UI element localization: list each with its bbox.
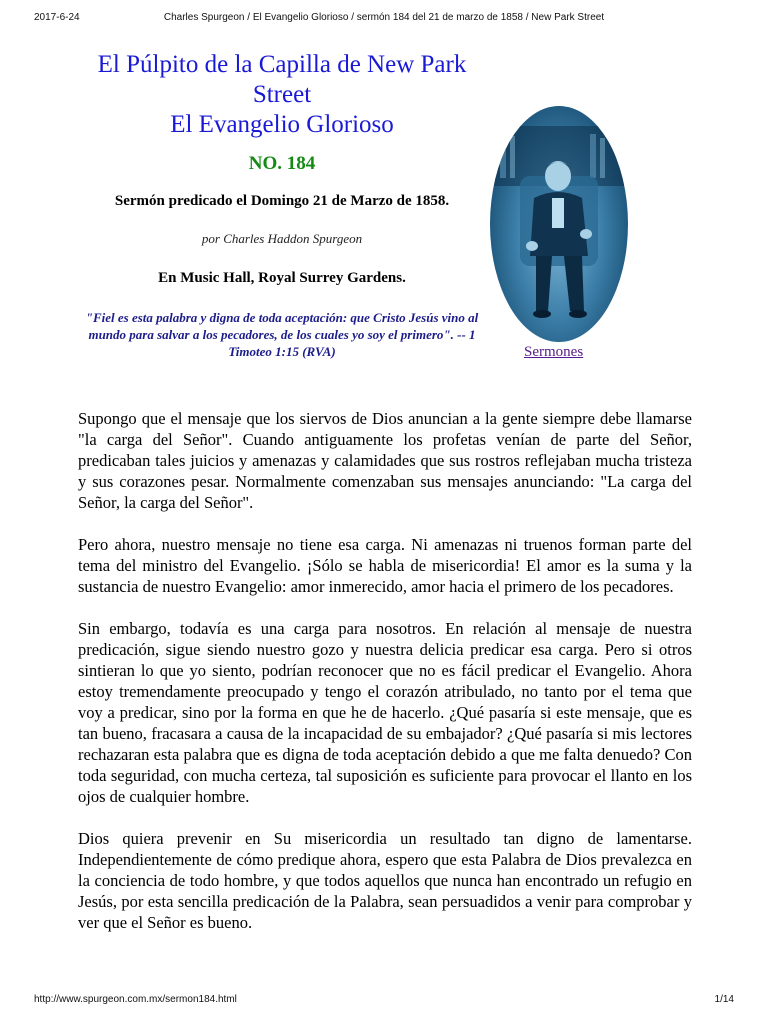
page-number: 1/14 <box>714 994 734 1005</box>
paragraph: Dios quiera prevenir en Su misericordia un resultado tan digno de lamentarse. Independientemente de cómo predique ahora, espero que esta Palabra de Dios prevalezca en la conciencia de todo hombre, y que todos aquellos que nunca han encontrado un refugio en Jesús, por esta sencilla predicación de la Palabra, sean persuadidos a venir para comprobar y ver que el Señor es bueno. <box>78 829 692 932</box>
paragraph: Pero ahora, nuestro mensaje no tiene esa carga. Ni amenazas ni truenos forman parte del tema del ministro del Evangelio. ¡Sólo se habla de misericordia! El amor es la suma y la sustancia de nuestro Evangelio: amor inmerecido, amor hacia el primero de los pecadores. <box>78 535 692 596</box>
print-title: Charles Spurgeon / El Evangelio Glorioso / sermón 184 del 21 de marzo de 1858 / New Park Street <box>163 12 605 23</box>
sermones-link[interactable]: Sermones <box>524 344 584 360</box>
spurgeon-portrait <box>490 106 628 342</box>
title-line-2: Street <box>252 81 312 108</box>
print-date: 2017-6-24 <box>34 12 80 23</box>
title-line-3: El Evangelio Glorioso <box>170 111 394 138</box>
scripture-verse: "Fiel es esta palabra y digna de toda aceptación: que Cristo Jesús vino al mundo para salvar a los pecadores, de los cuales yo soy el primero". -- 1 Timoteo 1:15 (RVA) <box>85 310 479 359</box>
print-footer <box>0 994 768 1010</box>
sermon-heading <box>76 50 488 360</box>
sermon-number: NO. 184 <box>248 153 316 174</box>
page-title <box>76 50 488 140</box>
location-line: En Music Hall, Royal Surrey Gardens. <box>158 270 406 286</box>
paragraph: Supongo que el mensaje que los siervos de Dios anuncian a la gente siempre debe llamarse "la carga del Señor". Cuando antiguamente los profetas venían de parte del Señor, predicaban tales juicios y amenazas y calamidades que sus rostros reflejaban mucha tristeza y sus corazones pesar. Normalmente comenzaban sus mensajes anunciando: "La carga del Señor, la carga del Señor". <box>78 409 692 512</box>
print-url: http://www.spurgeon.com.mx/sermon184.html <box>34 994 237 1005</box>
preached-date: Sermón predicado el Domingo 21 de Marzo de 1858. <box>114 193 450 209</box>
author-line: por Charles Haddon Spurgeon <box>201 231 363 246</box>
print-header <box>0 12 768 28</box>
portrait-figure-icon <box>490 106 628 342</box>
title-line-1: El Púlpito de la Capilla de New Park <box>97 51 467 78</box>
portrait-image <box>490 106 628 342</box>
sermon-body <box>78 408 692 954</box>
paragraph: Sin embargo, todavía es una carga para nosotros. En relación al mensaje de nuestra predicación, sigue siendo nuestro gozo y nuestra delicia predicar esa carga. Pero si otros sintieran lo que yo siento, podrían reconocer que no es fácil predicar el Evangelio. Ahora estoy tremendamente preocupado y tengo el corazón atribulado, no tanto por el tema que voy a predicar, sino por la forma en que he de hacerlo. ¿Qué pasaría si este mensaje, que es tan bueno, fracasara a causa de la incapacidad de su embajador? ¿Qué pasaría si mis lectores rechazaran esta palabra que es digna de toda aceptación debido a que me falta denuedo? Con toda seguridad, con mucha certeza, tal suposición es suficiente para provocar el llanto en los ojos de cualquier hombre. <box>78 619 692 806</box>
